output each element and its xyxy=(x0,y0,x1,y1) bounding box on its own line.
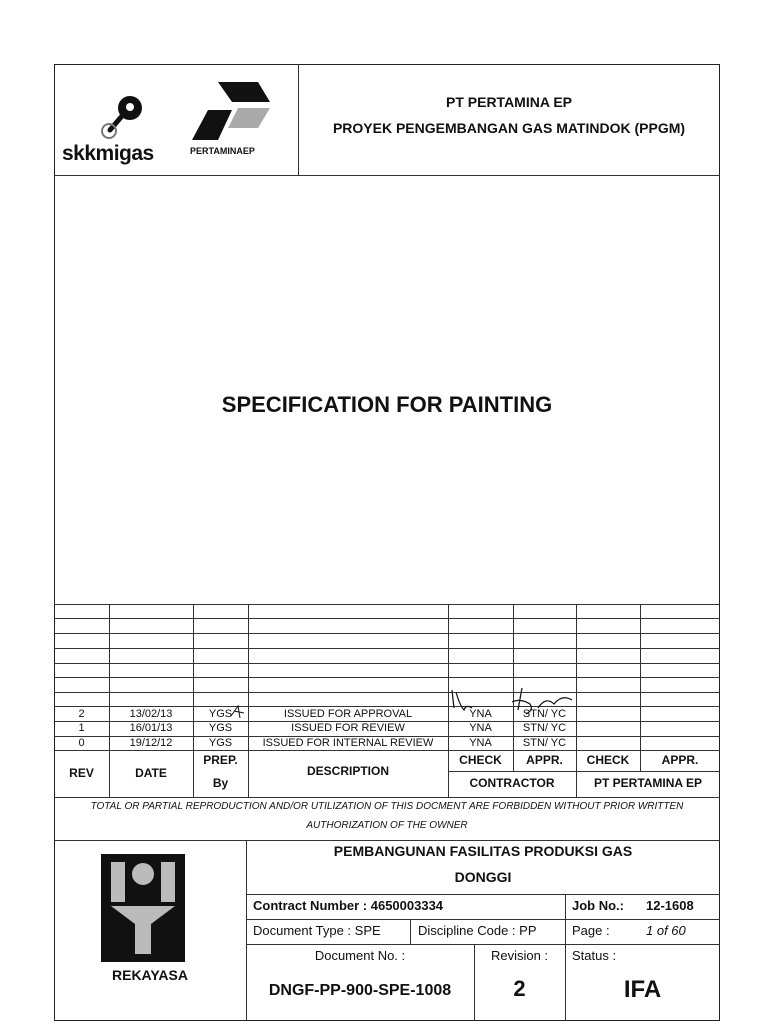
appr-header: APPR. xyxy=(526,753,563,767)
check-cell: YNA xyxy=(469,708,492,720)
notice-divider xyxy=(54,840,720,841)
check-header: CHECK xyxy=(459,753,502,767)
project-name: PROYEK PENGEMBANGAN GAS MATINDOK (PPGM) xyxy=(332,120,686,136)
rev-cell: 0 xyxy=(78,737,85,749)
owner-header: PT PERTAMINA EP xyxy=(593,776,702,790)
skkmigas-logo-text: skkmigas xyxy=(62,142,154,165)
prep-header: PREP. xyxy=(203,753,238,767)
notice-line2: AUTHORIZATION OF THE OWNER xyxy=(306,820,468,831)
rev-cell: 1 xyxy=(78,722,85,734)
page-label: Page : xyxy=(572,923,610,938)
org-name: PT PERTAMINA EP xyxy=(445,94,572,110)
appr-cell: STN/ YC xyxy=(522,708,567,720)
rev-table-bottom xyxy=(54,797,720,798)
page-value: 1 of 60 xyxy=(646,923,686,938)
status-value: IFA xyxy=(623,976,662,1003)
document-no-value: DNGF-PP-900-SPE-1008 xyxy=(268,982,452,999)
appr-cell: STN/ YC xyxy=(522,722,567,734)
date-header: DATE xyxy=(135,766,167,780)
contract-number: Contract Number : 4650003334 xyxy=(253,898,444,913)
job-no-label: Job No.: xyxy=(572,898,624,913)
document-no-label: Document No. : xyxy=(314,948,406,963)
desc-cell: ISSUED FOR INTERNAL REVIEW xyxy=(262,737,434,749)
pertamina-logo-text: PERTAMINAEP xyxy=(190,146,255,156)
rekayasa-logo-icon xyxy=(101,854,185,962)
status-label: Status : xyxy=(572,948,617,963)
appr-header: APPR. xyxy=(661,753,699,767)
prep-cell: YGS xyxy=(208,708,233,720)
check-cell: YNA xyxy=(469,737,492,749)
rev-table-top xyxy=(54,604,720,605)
signature-marks xyxy=(446,686,596,720)
date-cell: 16/01/13 xyxy=(129,722,173,734)
skkmigas-logo-icon xyxy=(62,90,182,150)
discipline-code: Discipline Code : PP xyxy=(418,923,537,938)
pertamina-logo xyxy=(188,80,288,165)
check-header: CHECK xyxy=(586,753,630,767)
job-no-value: 12-1608 xyxy=(646,898,694,913)
prep-cell: YGS xyxy=(208,722,233,734)
by-header: By xyxy=(212,776,229,790)
date-cell: 19/12/12 xyxy=(129,737,173,749)
notice-line1: TOTAL OR PARTIAL REPRODUCTION AND/OR UTILIZATION OF THIS DOCMENT ARE FORBIDDEN WITHOUT PRIOR WRITTEN xyxy=(90,801,684,812)
initial-mark xyxy=(228,704,248,720)
desc-cell: ISSUED FOR APPROVAL xyxy=(283,708,413,720)
header-divider xyxy=(54,175,720,176)
desc-cell: ISSUED FOR REVIEW xyxy=(291,722,405,734)
revision-label: Revision : xyxy=(490,948,549,963)
revision-value: 2 xyxy=(513,976,526,1001)
rekayasa-text: REKAYASA xyxy=(112,967,188,983)
document-title: SPECIFICATION FOR PAINTING xyxy=(221,392,553,417)
rev-cell: 2 xyxy=(78,708,85,720)
contractor-header: CONTRACTOR xyxy=(469,776,555,790)
date-cell: 13/02/13 xyxy=(129,708,173,720)
check-cell: YNA xyxy=(469,722,492,734)
skkmigas-logo xyxy=(62,90,182,165)
appr-cell: STN/ YC xyxy=(522,737,567,749)
prep-cell: YGS xyxy=(208,737,233,749)
document-type: Document Type : SPE xyxy=(253,923,381,938)
project-title-line1: PEMBANGUNAN FASILITAS PRODUKSI GAS xyxy=(333,843,633,859)
description-header: DESCRIPTION xyxy=(306,764,389,778)
pertamina-logo-icon xyxy=(188,80,278,142)
rekayasa-logo xyxy=(101,854,185,962)
rev-header: REV xyxy=(69,766,94,780)
project-title-line2: DONGGI xyxy=(454,869,512,885)
